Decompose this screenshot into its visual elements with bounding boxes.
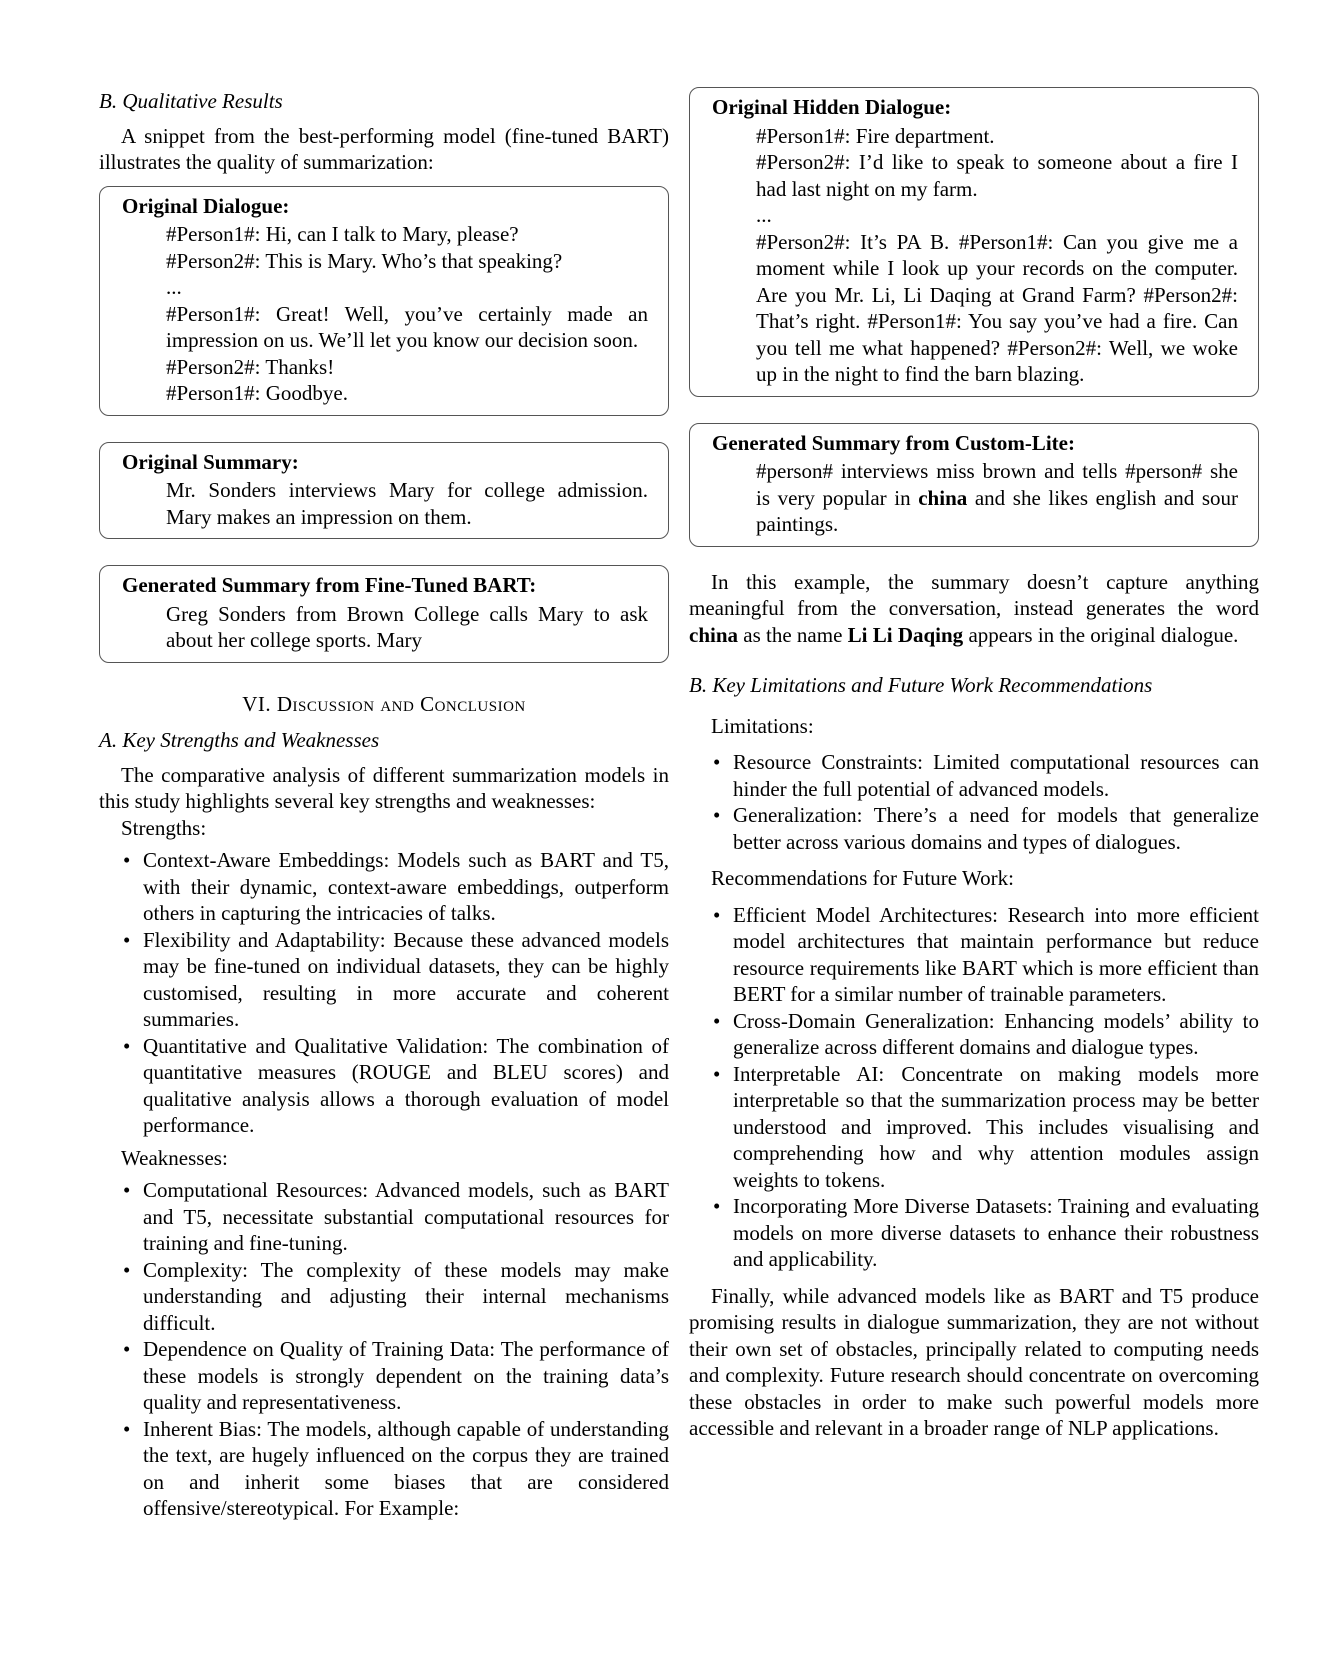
summary-bold-word: china	[918, 485, 968, 510]
dialogue-line: #Person2#: This is Mary. Who’s that speaking?	[166, 248, 563, 273]
summary-text-part: and she likes english and sour paintings.	[756, 485, 1239, 536]
list-item: • Resource Constraints: Limited computational resources can hinder the full potential of advanced models.	[733, 749, 1259, 802]
example-paragraph	[689, 569, 1259, 649]
limitations-label: Limitations:	[711, 713, 814, 738]
list-item: • Cross-Domain Generalization: Enhancing models’ ability to generalize across different domains and dialogue types.	[733, 1008, 1259, 1061]
limitations-list	[689, 749, 1259, 855]
box-title: Generated Summary from Fine-Tuned BART:	[122, 573, 537, 597]
right-column	[689, 80, 1259, 1442]
recommendations-list	[689, 902, 1259, 1273]
summary-text: Mr. Sonders interviews Mary for college admission. Mary makes an impression on them.	[166, 478, 648, 529]
recommendations-label: Recommendations for Future Work:	[711, 866, 1014, 890]
final-paragraph: Finally, while advanced models like as BART and T5 produce promising results in dialogue summarization, they are not without their own set of obstacles, principally related to computing needs and complexity. Future research should concentrate on overcoming these obstacles in order to make such powerful models more accessible and relevant in a broader range of NLP applications.	[689, 1283, 1259, 1440]
box-title: Original Hidden Dialogue:	[712, 95, 952, 119]
summary-text	[756, 458, 1238, 538]
list-item: • Efficient Model Architectures: Research into more efficient model architectures that maintain performance but reduce resource requirements like BART which is more efficient than BERT for a similar number of trainable parameters.	[733, 902, 1259, 1008]
custom-lite-summary-box	[689, 423, 1259, 547]
subsection-heading-qualitative: B. Qualitative Results	[99, 89, 283, 113]
summary-text: Greg Sonders from Brown College calls Mary to ask about her college sports. Mary	[166, 601, 648, 652]
hidden-dialogue-box	[689, 87, 1259, 397]
dialogue-line: #Person2#: It’s PA B. #Person1#: Can you give me a moment while I look up your records on the computer. Are you Mr. Li, Li Daqing at Grand Farm? #Person2#: That’s right. #Person1#: You say you’ve had a fire. Can you tell me what happened? #Person2#: Well, we woke up in the night to find the barn blazing.	[756, 229, 1238, 386]
list-item: • Generalization: There’s a need for models that generalize better across various domains and types of dialogues.	[733, 802, 1259, 855]
box-title: Generated Summary from Custom-Lite:	[712, 430, 1075, 455]
dialogue-line: #Person1#: Goodbye.	[166, 381, 348, 405]
dialogue-line: #Person2#: I’d like to speak to someone about a fire I had last night on my farm.	[756, 150, 1238, 201]
bart-summary-box	[99, 565, 669, 663]
box-title: Original Summary:	[122, 449, 299, 474]
box-title: Original Dialogue:	[122, 193, 290, 218]
subsection-heading-limitations: B. Key Limitations and Future Work Recommendations	[689, 673, 1153, 697]
weaknesses-label: Weaknesses:	[121, 1145, 228, 1170]
dialogue-line: ...	[166, 275, 182, 299]
original-summary-box	[99, 442, 669, 540]
original-dialogue-box	[99, 186, 669, 416]
dialogue-line: #Person2#: Thanks!	[166, 354, 335, 379]
analysis-paragraph: The comparative analysis of different summarization models in this study highlights several key strengths and weaknesses:	[99, 762, 669, 813]
list-item: • Inherent Bias: The models, although capable of understanding the text, are hugely influenced on the corpus they are trained on and inherit some biases that are considered offensive/stereotypical. For Example:	[143, 1416, 669, 1522]
text-part: In this example, the summary doesn’t capture anything meaningful from the conversation, instead generates the word	[689, 569, 1259, 620]
list-item: • Interpretable AI: Concentrate on making models more interpretable so that the summarization process may be better understood and improved. This includes visualising and comprehending how and why attention modules assign weights to tokens.	[733, 1061, 1259, 1194]
dialogue-line: #Person1#: Fire department.	[756, 123, 995, 148]
text-part: as the name	[738, 622, 848, 647]
strengths-list	[99, 847, 669, 1139]
list-item: • Quantitative and Qualitative Validation: The combination of quantitative measures (ROUGE and BLEU scores) and qualitative analysis allows a thorough evaluation of model performance.	[143, 1033, 669, 1139]
summary-text-part: #person# interviews miss brown and tells #person# she is very popular in	[756, 459, 1238, 510]
list-item: • Flexibility and Adaptability: Because these advanced models may be fine-tuned on individual datasets, they can be highly customised, resulting in more accurate and coherent summaries.	[143, 927, 669, 1033]
left-column	[99, 80, 669, 1522]
subsection-heading-strengths: A. Key Strengths and Weaknesses	[99, 728, 380, 752]
bold-term: china	[689, 622, 739, 647]
list-item: • Incorporating More Diverse Datasets: Training and evaluating models on more diverse datasets to enhance their robustness and applicability.	[733, 1193, 1259, 1273]
list-item: • Dependence on Quality of Training Data: The performance of these models is strongly dependent on the training data’s quality and representativeness.	[143, 1336, 669, 1416]
dialogue-line: #Person1#: Great! Well, you’ve certainly made an impression on us. We’ll let you know our decision soon.	[166, 301, 648, 352]
dialogue-line: ...	[756, 203, 772, 227]
qualitative-intro-paragraph: A snippet from the best-performing model (fine-tuned BART) illustrates the quality of summarization:	[99, 123, 669, 174]
dialogue-line: #Person1#: Hi, can I talk to Mary, please?	[166, 222, 519, 246]
list-item: • Complexity: The complexity of these models may make understanding and adjusting their internal mechanisms difficult.	[143, 1257, 669, 1337]
text-part: appears in the original dialogue.	[963, 622, 1239, 647]
strengths-label: Strengths:	[121, 815, 207, 840]
list-item: • Context-Aware Embeddings: Models such as BART and T5, with their dynamic, context-aware embeddings, outperform others in capturing the intricacies of talks.	[143, 847, 669, 927]
section-title: VI. Discussion and Conclusion	[242, 691, 526, 716]
weaknesses-list	[99, 1177, 669, 1522]
list-item: • Computational Resources: Advanced models, such as BART and T5, necessitate substantial computational resources for training and fine-tuning.	[143, 1177, 669, 1257]
bold-term: Li Li Daqing	[847, 622, 964, 647]
